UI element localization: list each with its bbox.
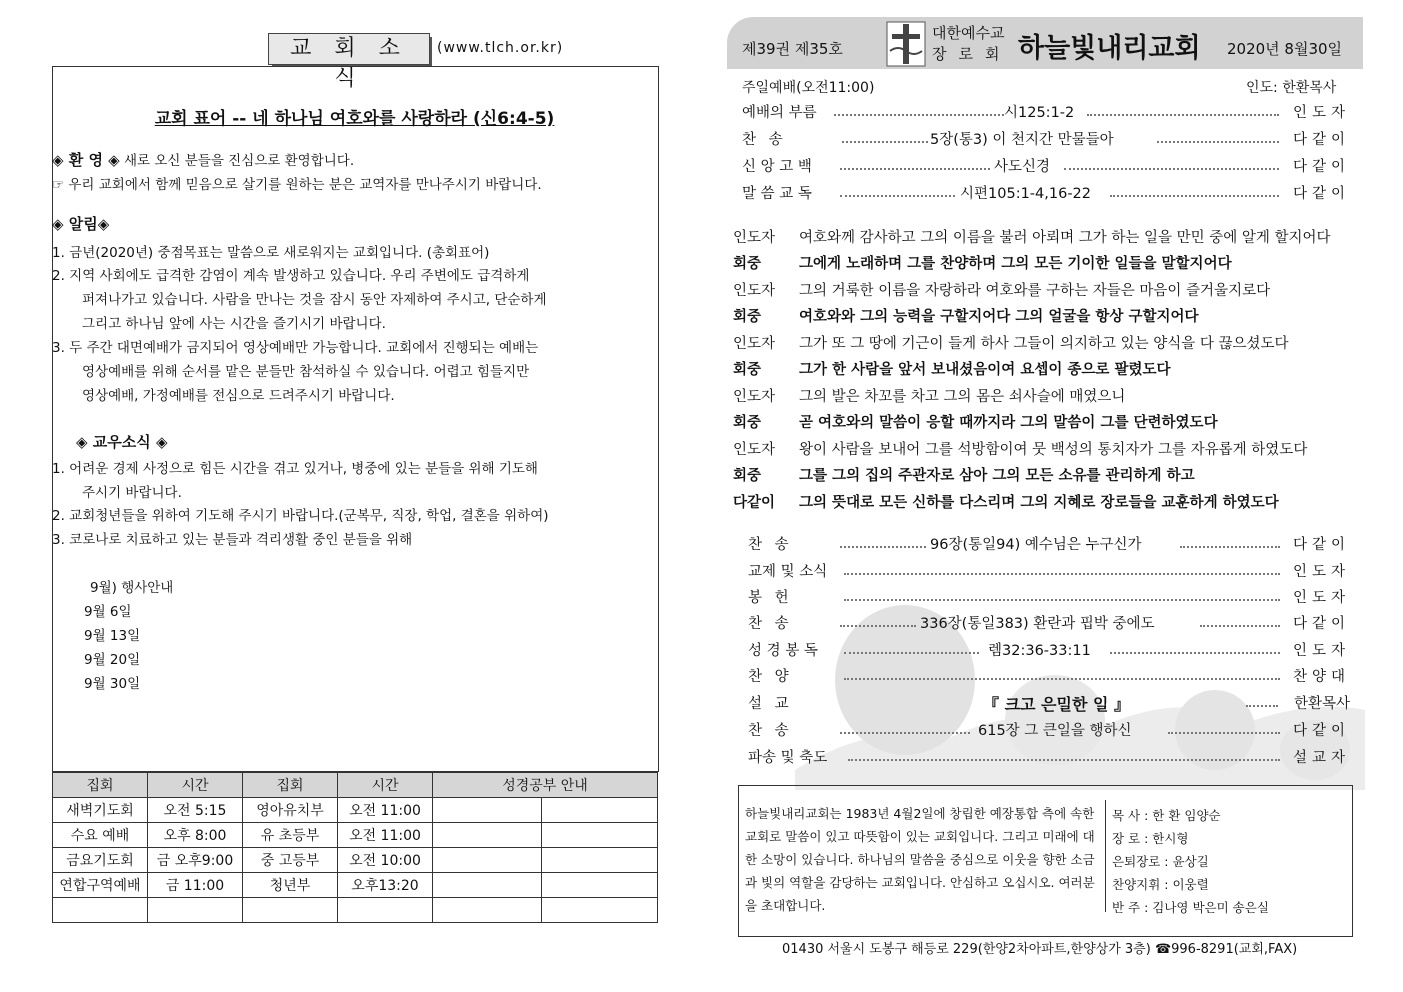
welcome-heading: ◈ 환 영 ◈ [52,151,120,169]
notice-heading: ◈ 알림◈ [52,215,110,233]
order-value: 시125:1-2 [1004,105,1075,121]
event-item: 9월 6일 [84,604,132,620]
table-cell: 오전 10:00 [338,848,433,873]
order-item [748,533,1350,555]
leader-dots [842,141,928,143]
order-label: 신 앙 고 백 [742,159,812,175]
table-cell: 청년부 [243,873,338,898]
table-row [53,873,658,898]
table-cell [433,898,542,923]
leader-dots [844,599,1280,601]
church-logo-icon [886,21,926,67]
service-title: 주일예배(오전11:00) [742,80,875,96]
order-who: 인도자 [1292,564,1350,580]
reading-text: 여호와와 그의 능력을 구할지어다 그의 얼굴을 항상 구할지어다 [799,309,1199,325]
table-cell [542,848,658,873]
table-cell [243,898,338,923]
order-who: 다같이 [1292,616,1350,632]
order-label: 찬 송 [742,132,787,148]
event-item: 9월 30일 [84,676,141,692]
reading-text: 곧 여호와의 말씀이 응할 때까지라 그의 말씀이 그를 단련하였도다 [799,415,1218,431]
notice-line: 영상예배, 가정예배를 전심으로 드려주시기 바랍니다. [82,388,395,404]
leader-dots [1180,546,1280,548]
leader-dots [840,195,955,197]
order-value: 96장(통일94) 예수님은 누구신가 [930,537,1142,553]
order-item [742,101,1350,123]
notice-line: 그리고 하나님 앞에 사는 시간을 즐기시기 바랍니다. [82,316,386,332]
order-who: 설교자 [1292,750,1350,766]
table-row [53,798,658,823]
order-value: 615장 그 큰일을 행하신 [978,723,1132,739]
leader-dots [848,759,1280,761]
event-item: 9월 20일 [84,652,141,668]
order-value: 렘32:36-33:11 [988,643,1091,659]
reading-line [733,358,1171,379]
church-address: 01430 서울시 도봉구 해등로 229(한양2차아파트,한양상가 3층) ☎996-8291(교회,FAX) [782,942,1298,957]
order-item [748,639,1350,661]
order-who: 한환목사 [1293,696,1350,712]
order-item [748,746,1350,768]
reading-text: 그를 그의 집의 주관자로 삼아 그의 모든 소유를 관리하게 하고 [799,468,1195,484]
table-row [53,848,658,873]
leader-dots [840,546,926,548]
member-news-line: 1. 어려운 경제 사정으로 힘든 시간을 겪고 있거나, 병중에 있는 분들을 위해 기도해 [52,461,538,477]
table-cell: 금요기도회 [53,848,148,873]
order-who: 다같이 [1292,159,1350,175]
order-who: 다같이 [1292,537,1350,553]
member-news-line: 3. 코로나로 치료하고 있는 분들과 격리생활 중인 분들을 위해 [52,532,413,548]
table-cell: 오전 11:00 [338,823,433,848]
reading-line [733,438,1307,459]
member-news-line: 2. 교회청년들을 위하여 기도해 주시기 바랍니다.(군복무, 직장, 학업, 결혼을 위하여) [52,508,549,524]
table-cell [53,898,148,923]
leader-dots [1168,732,1280,734]
order-label: 예배의 부름 [742,105,817,121]
leader-dots [1110,195,1279,197]
reading-line [733,491,1279,512]
staff-line: 반 주 : 김나영 박은미 송은실 [1112,900,1269,915]
order-who: 인도자 [1292,105,1350,121]
order-who: 인도자 [1292,643,1350,659]
order-item [748,586,1350,608]
table-header: 집회 [53,773,148,798]
section-title: 교 회 소 식 [268,33,430,65]
order-item [748,612,1350,634]
leader-dots [1087,114,1279,116]
denomination-line-2: 장로회 [932,45,1012,63]
order-item [742,155,1350,177]
order-value: 시편105:1-4,16-22 [960,186,1092,202]
leader-dots [844,678,1280,680]
table-cell [433,823,542,848]
table-cell: 금 오후9:00 [148,848,243,873]
schedule-table [52,772,658,923]
notice-line: 3. 두 주간 대면예배가 금지되어 영상예배만 가능합니다. 교회에서 진행되는 예배는 [52,340,539,356]
order-value: 5장(통3) 이 천지간 만물들아 [930,132,1114,148]
leader-dots [840,732,970,734]
sermon-title: 『 크고 은밀한 일 』 [983,695,1131,714]
order-label: 찬 송 [748,537,793,553]
reading-speaker: 인도자 [733,230,776,246]
order-item [748,560,1350,582]
table-cell [542,898,658,923]
reading-speaker: 회중 [733,256,762,272]
table-cell: 중 고등부 [243,848,338,873]
table-cell [542,798,658,823]
table-cell: 금 11:00 [148,873,243,898]
bulletin-date: 2020년 8월30일 [1227,40,1343,58]
staff-line: 은퇴장로 : 윤상길 [1112,854,1209,869]
member-news-heading: ◈ 교우소식 ◈ [76,433,168,451]
reading-speaker: 회중 [733,362,762,378]
table-header: 시간 [338,773,433,798]
leader-dots [840,168,990,170]
reading-speaker: 회중 [733,468,762,484]
table-cell [148,898,243,923]
order-item [748,692,1350,714]
order-label: 말 씀 교 독 [742,186,812,202]
reading-speaker: 회중 [733,415,762,431]
staff-line: 목 사 : 한 환 임양순 [1112,808,1221,823]
table-cell [433,873,542,898]
event-item: 9월 13일 [84,628,141,644]
notice-line: 1. 금년(2020년) 중점목표는 말씀으로 새로워지는 교회입니다. (총회표어) [52,245,490,261]
order-label: 교제 및 소식 [748,564,828,580]
order-label: 설 교 [748,696,793,712]
leader-dots [834,114,1004,116]
service-leader: 인도: 한환목사 [1246,80,1337,96]
order-item [742,182,1350,204]
table-cell: 새벽기도회 [53,798,148,823]
reading-speaker: 인도자 [733,442,776,458]
table-cell: 연합구역예배 [53,873,148,898]
order-label: 봉 헌 [748,590,793,606]
reading-line [733,252,1232,273]
table-cell: 영아유치부 [243,798,338,823]
notice-line: 퍼져나가고 있습니다. 사람을 만나는 것을 잠시 동안 자제하여 주시고, 단순하게 [82,292,547,308]
order-who: 다같이 [1292,723,1350,739]
order-label: 찬 송 [748,723,793,739]
order-label: 성 경 봉 독 [748,643,818,659]
order-item [742,128,1350,150]
reading-text: 여호와께 감사하고 그의 이름을 불러 아뢰며 그가 하는 일을 만민 중에 알게 할지어다 [799,230,1331,246]
staff-line: 장 로 : 한시형 [1112,831,1189,846]
table-cell [433,848,542,873]
leader-dots [1064,168,1279,170]
reading-text: 그가 한 사람을 앞서 보내셨음이여 요셉이 종으로 팔렸도다 [799,362,1171,378]
table-row [53,898,658,923]
member-news-line: 주시기 바랍니다. [82,485,182,501]
leader-dots [844,573,1280,575]
leader-dots [1110,652,1280,654]
reading-line [733,305,1199,326]
reading-line [733,411,1218,432]
reading-speaker: 인도자 [733,389,776,405]
reading-text: 그에게 노래하며 그를 찬양하며 그의 모든 기이한 일들을 말할지어다 [799,256,1232,272]
order-who: 다같이 [1292,132,1350,148]
reading-line [733,464,1195,485]
intro-divider [1105,800,1106,912]
table-cell: 수요 예배 [53,823,148,848]
leader-dots [844,652,979,654]
church-intro-text: 하늘빛내리교회는 1983년 4월2일에 창립한 예장통합 측에 속한 교회로 말씀이 있고 따뜻함이 있는 교회입니다. 그리고 미래에 대한 소망이 있습니다. 하나님의 말씀을 중심으로 이웃을 향한 소금과 빛의 역할을 감당하는 교회입니다. 안심하고 오십시오. 여러분을 초대합니다. [745,806,1095,913]
table-header: 성경공부 안내 [433,773,658,798]
order-value: 336장(통일383) 환란과 핍박 중에도 [920,616,1155,632]
staff-line: 찬양지휘 : 이웅렬 [1112,877,1209,892]
website-text: (www.tlch.or.kr) [437,40,564,56]
welcome-text-2: ☞ 우리 교회에서 함께 믿음으로 살기를 원하는 분은 교역자를 만나주시기 바랍니다. [52,177,542,193]
reading-line [733,226,1331,247]
order-label: 파송 및 축도 [748,750,828,766]
order-value: 사도신경 [994,159,1051,175]
table-cell [542,823,658,848]
reading-text: 그의 뜻대로 모든 신하를 다스리며 그의 지혜로 장로들을 교훈하게 하였도다 [799,495,1279,511]
notice-line: 2. 지역 사회에도 급격한 감염이 계속 발생하고 있습니다. 우리 주변에도 급격하게 [52,268,530,284]
reading-line [733,385,1125,406]
table-header: 시간 [148,773,243,798]
table-cell: 오전 11:00 [338,798,433,823]
welcome-text: 새로 오신 분들을 진심으로 환영합니다. [124,153,355,169]
denomination-line-1: 대한예수교 [932,24,1005,42]
reading-text: 왕이 사람을 보내어 그를 석방함이여 뭇 백성의 통치자가 그를 자유롭게 하였도다 [799,442,1308,458]
church-motto: 교회 표어 -- 네 하나님 여호와를 사랑하라 (신6:4-5) [154,109,555,129]
table-header: 집회 [243,773,338,798]
table-cell [542,873,658,898]
leader-dots [840,625,916,627]
church-name: 하늘빛내리교회 [1018,33,1201,64]
table-row [53,823,658,848]
leader-dots [1246,705,1278,707]
reading-speaker: 인도자 [733,336,776,352]
table-cell [338,898,433,923]
table-cell: 오전 5:15 [148,798,243,823]
order-item [748,665,1350,687]
reading-line [733,332,1289,353]
table-cell [433,798,542,823]
order-label: 찬 양 [748,669,793,685]
reading-text: 그의 거룩한 이름을 자랑하라 여호와를 구하는 자들은 마음이 즐거울지로다 [799,283,1271,299]
order-who: 찬양대 [1292,669,1350,685]
order-who: 인도자 [1292,590,1350,606]
table-cell: 오후 8:00 [148,823,243,848]
notice-line: 영상예배를 위해 순서를 맡은 분들만 참석하실 수 있습니다. 어렵고 힘들지만 [82,364,530,380]
reading-text: 그의 발은 차꼬를 차고 그의 몸은 쇠사슬에 매였으니 [799,389,1126,405]
order-item [748,719,1350,741]
leader-dots [1157,141,1279,143]
order-who: 다같이 [1292,186,1350,202]
table-header-row [53,773,658,798]
order-label: 찬 송 [748,616,793,632]
table-cell: 오후13:20 [338,873,433,898]
reading-line [733,279,1270,300]
volume-number: 제39권 제35호 [742,40,843,58]
reading-speaker: 인도자 [733,283,776,299]
leader-dots [1200,625,1280,627]
reading-text: 그가 또 그 땅에 기근이 들게 하사 그들이 의지하고 있는 양식을 다 끊으셨도다 [799,336,1289,352]
table-cell: 유 초등부 [243,823,338,848]
reading-speaker: 다같이 [733,495,776,511]
welcome-line [52,149,354,170]
reading-speaker: 회중 [733,309,762,325]
news-box [52,66,659,772]
events-title: 9월) 행사안내 [90,580,174,596]
